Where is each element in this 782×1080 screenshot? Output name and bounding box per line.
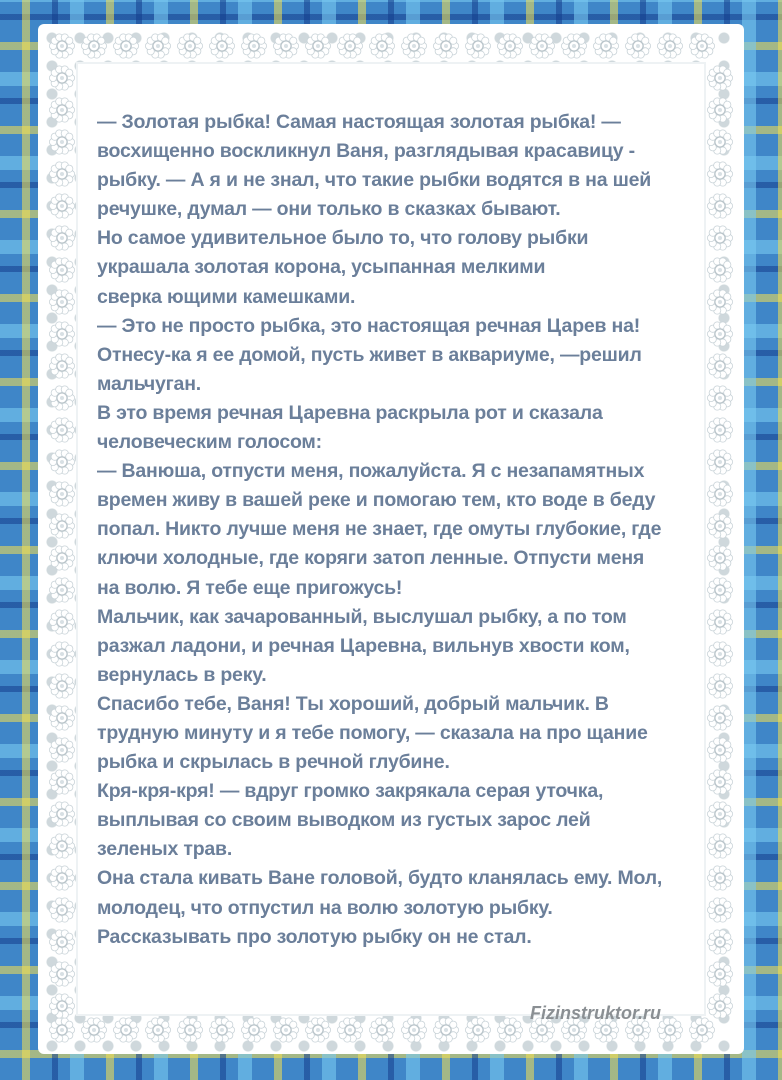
story-line: Кря-кря-кря! — вдруг громко закрякала серая уточка, bbox=[97, 780, 604, 803]
watermark: Fizinstruktor.ru bbox=[530, 1003, 662, 1023]
lace-flower-icon bbox=[145, 1018, 170, 1042]
lace-flower-icon bbox=[209, 1018, 234, 1042]
lace-flower-icon bbox=[707, 514, 732, 538]
lace-flower-icon bbox=[81, 34, 106, 58]
story-line: молодец, что отпустил на волю золотую рыбку. bbox=[97, 896, 553, 919]
lace-flower-icon bbox=[689, 34, 714, 58]
lace-flower-icon bbox=[145, 34, 170, 58]
lace-flower-icon bbox=[305, 1018, 330, 1042]
lace-flower-icon bbox=[689, 1018, 714, 1042]
lace-flower-icon bbox=[707, 290, 732, 314]
lace-flower-icon bbox=[707, 770, 732, 794]
story-line: сверка ющими камешками. bbox=[97, 285, 356, 308]
lace-flower-icon bbox=[113, 34, 138, 58]
lace-flower-icon bbox=[707, 386, 732, 410]
story-line: выплывая со своим выводком из густых зарос лей bbox=[97, 809, 591, 832]
lace-flower-icon bbox=[49, 802, 74, 826]
lace-flower-icon bbox=[49, 674, 74, 698]
story-line: Мальчик, как зачарованный, выслушал рыбку, а по том bbox=[97, 605, 627, 628]
story-line: на волю. Я тебе еще пригожусь! bbox=[97, 576, 403, 599]
story-line: Отнесу-ка я ее домой, пусть живет в аквариуме, —решил bbox=[97, 343, 642, 366]
lace-flower-icon bbox=[49, 706, 74, 730]
lace-flower-icon bbox=[49, 930, 74, 954]
lace-flower-icon bbox=[49, 578, 74, 602]
lace-flower-icon bbox=[369, 34, 394, 58]
lace-flower-icon bbox=[177, 1018, 202, 1042]
lace-flower-icon bbox=[113, 1018, 138, 1042]
lace-flower-icon bbox=[433, 1018, 458, 1042]
lace-flower-icon bbox=[707, 130, 732, 154]
story-line: попал. Никто лучше меня не знает, где омуты глубокие, где bbox=[97, 518, 662, 541]
story-line: украшала золотая корона, усыпанная мелкими bbox=[97, 256, 546, 279]
lace-flower-icon bbox=[81, 1018, 106, 1042]
lace-flower-icon bbox=[433, 34, 458, 58]
lace-flower-icon bbox=[49, 418, 74, 442]
lace-flower-icon bbox=[49, 514, 74, 538]
lace-flower-icon bbox=[707, 354, 732, 378]
story-line: — Золотая рыбка! Самая настоящая золотая рыбка! — bbox=[97, 111, 621, 133]
lace-flower-icon bbox=[49, 738, 74, 762]
story-text bbox=[97, 108, 697, 952]
lace-flower-icon bbox=[707, 258, 732, 282]
story-line: — Ванюша, отпусти меня, пожалуйста. Я с незапамятных bbox=[97, 460, 645, 483]
story-line: — Это не просто рыбка, это настоящая речная Царев на! bbox=[97, 314, 641, 337]
lace-flower-icon bbox=[49, 162, 74, 186]
lace-flower-icon bbox=[707, 834, 732, 858]
lace-flower-icon bbox=[497, 1018, 522, 1042]
lace-flower-icon bbox=[49, 1018, 74, 1042]
lace-flower-icon bbox=[707, 738, 732, 762]
lace-flower-icon bbox=[49, 546, 74, 570]
lace-flower-icon bbox=[497, 34, 522, 58]
lace-flower-icon bbox=[49, 98, 74, 122]
lace-flower-icon bbox=[49, 194, 74, 218]
story-line: речушке, думал — они только в сказках бывают. bbox=[97, 198, 561, 221]
lace-flower-icon bbox=[707, 194, 732, 218]
lace-flower-icon bbox=[707, 898, 732, 922]
lace-flower-icon bbox=[465, 34, 490, 58]
lace-flower-icon bbox=[49, 290, 74, 314]
lace-flower-icon bbox=[707, 642, 732, 666]
lace-flower-icon bbox=[49, 130, 74, 154]
lace-flower-icon bbox=[49, 962, 74, 986]
lace-flower-icon bbox=[707, 962, 732, 986]
story-line: В это время речная Царевна раскрыла рот и сказала bbox=[97, 401, 603, 424]
story-line: Но самое удивительное было то, что голову рыбки bbox=[97, 227, 589, 250]
lace-flower-icon bbox=[177, 34, 202, 58]
lace-flower-icon bbox=[209, 34, 234, 58]
lace-flower-icon bbox=[529, 34, 554, 58]
lace-flower-icon bbox=[369, 1018, 394, 1042]
story-line: рыбка и скрылась в речной глубине. bbox=[97, 751, 450, 774]
lace-flower-icon bbox=[401, 34, 426, 58]
lace-flower-icon bbox=[657, 34, 682, 58]
lace-flower-icon bbox=[337, 34, 362, 58]
story-line: восхищенно воскликнул Ваня, разглядывая красавицу - bbox=[97, 140, 635, 163]
lace-flower-icon bbox=[707, 162, 732, 186]
lace-flower-icon bbox=[49, 34, 74, 58]
lace-flower-icon bbox=[273, 1018, 298, 1042]
story-line: ключи холодные, где коряги затоп ленные. Отпусти меня bbox=[97, 547, 645, 570]
lace-flower-icon bbox=[707, 674, 732, 698]
lace-flower-icon bbox=[707, 226, 732, 250]
lace-flower-icon bbox=[401, 1018, 426, 1042]
lace-flower-icon bbox=[707, 866, 732, 890]
story-line: вернулась в реку. bbox=[97, 663, 267, 686]
story-line: человеческим голосом: bbox=[97, 431, 322, 454]
story-line: мальчуган. bbox=[97, 372, 202, 395]
lace-flower-icon bbox=[49, 354, 74, 378]
lace-flower-icon bbox=[707, 706, 732, 730]
lace-flower-icon bbox=[707, 450, 732, 474]
lace-flower-icon bbox=[305, 34, 330, 58]
lace-flower-icon bbox=[49, 642, 74, 666]
lace-flower-icon bbox=[707, 578, 732, 602]
lace-flower-icon bbox=[49, 610, 74, 634]
lace-flower-icon bbox=[707, 66, 732, 90]
lace-flower-icon bbox=[49, 834, 74, 858]
lace-flower-icon bbox=[49, 386, 74, 410]
story-line: Она стала кивать Ване головой, будто кланялась ему. Мол, bbox=[97, 867, 663, 890]
story-line: рыбку. — А я и не знал, что такие рыбки водятся в на шей bbox=[97, 169, 652, 192]
lace-flower-icon bbox=[707, 482, 732, 506]
lace-flower-icon bbox=[465, 1018, 490, 1042]
lace-flower-icon bbox=[707, 610, 732, 634]
story-line: трудную минуту и я тебе помогу, — сказала на про щание bbox=[97, 721, 648, 744]
lace-flower-icon bbox=[707, 418, 732, 442]
lace-flower-icon bbox=[49, 450, 74, 474]
lace-flower-icon bbox=[707, 322, 732, 346]
lace-flower-icon bbox=[561, 34, 586, 58]
lace-flower-icon bbox=[337, 1018, 362, 1042]
lace-flower-icon bbox=[625, 34, 650, 58]
story-line: времен живу в вашей реке и помогаю тем, кто воде в беду bbox=[97, 489, 656, 512]
lace-flower-icon bbox=[707, 98, 732, 122]
lace-flower-icon bbox=[49, 66, 74, 90]
lace-flower-icon bbox=[49, 866, 74, 890]
lace-flower-icon bbox=[49, 898, 74, 922]
lace-flower-icon bbox=[241, 34, 266, 58]
lace-flower-icon bbox=[49, 770, 74, 794]
lace-flower-icon bbox=[49, 322, 74, 346]
lace-flower-icon bbox=[707, 802, 732, 826]
lace-flower-icon bbox=[657, 1018, 682, 1042]
lace-flower-icon bbox=[593, 34, 618, 58]
story-line: Спасибо тебе, Ваня! Ты хороший, добрый мальчик. В bbox=[97, 692, 609, 715]
lace-flower-icon bbox=[707, 994, 732, 1018]
lace-flower-icon bbox=[49, 482, 74, 506]
story-line: разжал ладони, и речная Царевна, вильнув хвости ком, bbox=[97, 634, 630, 657]
lace-flower-icon bbox=[707, 546, 732, 570]
lace-flower-icon bbox=[49, 258, 74, 282]
lace-flower-icon bbox=[49, 226, 74, 250]
story-line: зеленых трав. bbox=[97, 838, 233, 861]
lace-flower-icon bbox=[241, 1018, 266, 1042]
lace-flower-icon bbox=[273, 34, 298, 58]
lace-flower-icon bbox=[49, 994, 74, 1018]
lace-flower-icon bbox=[707, 930, 732, 954]
story-line: Рассказывать про золотую рыбку он не стал. bbox=[97, 925, 532, 948]
